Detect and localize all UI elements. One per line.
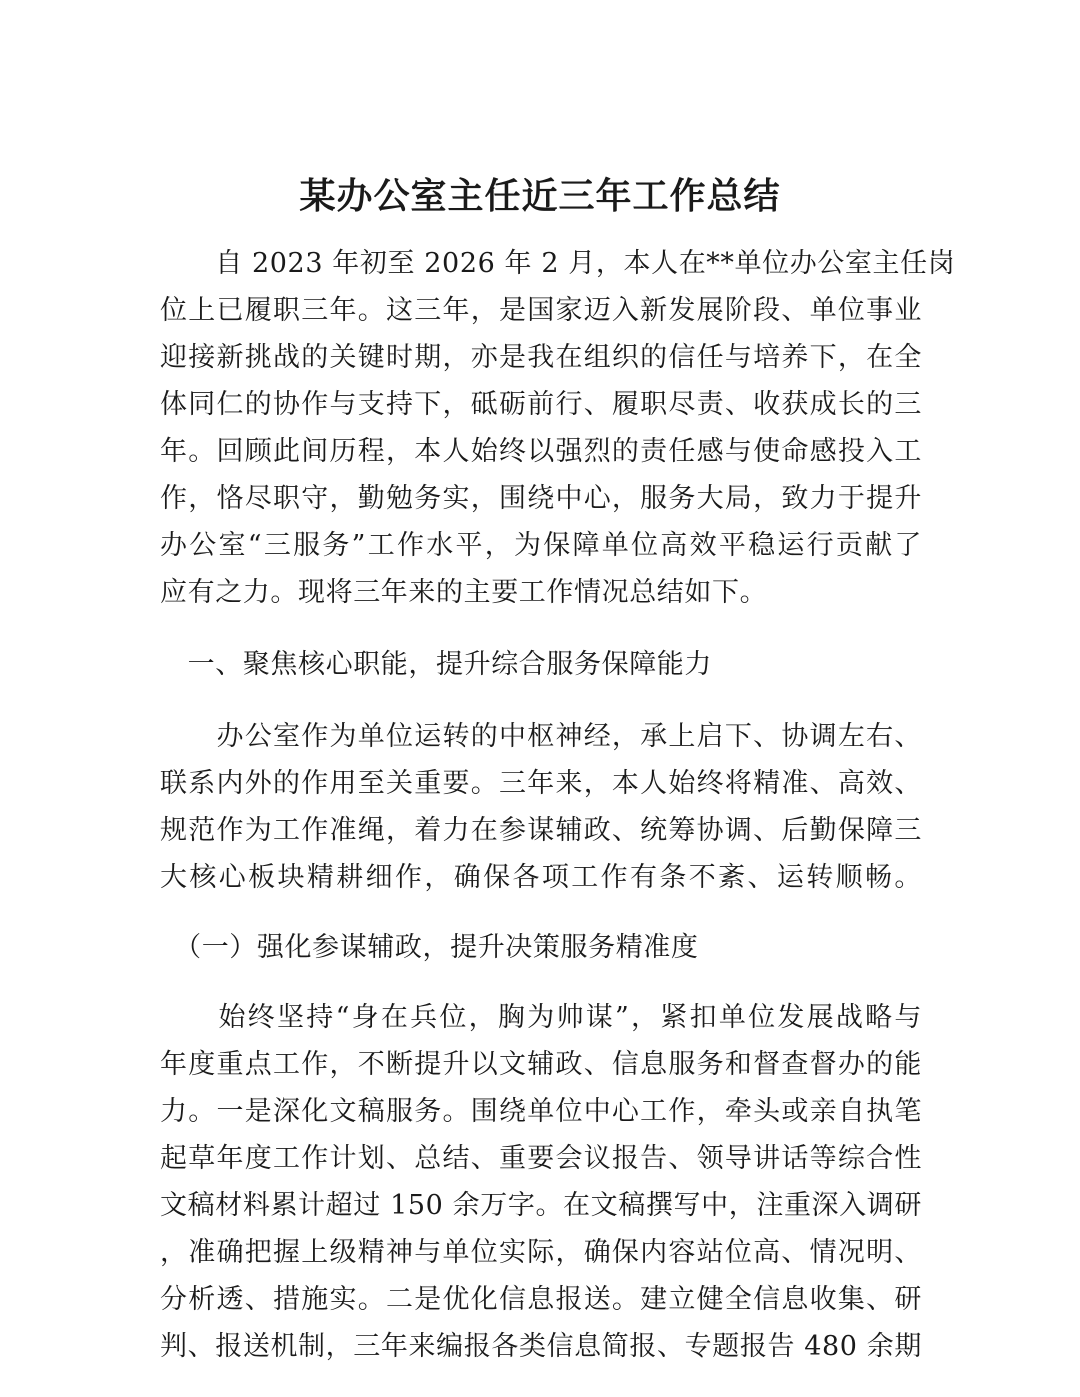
paragraph-subsection-1: [160, 994, 922, 1370]
text-line: 年度重点工作，不断提升以文辅政、信息服务和督查督办的能: [160, 1049, 922, 1080]
text-line: 办公室作为单位运转的中枢神经，承上启下、协调左右、: [160, 721, 922, 752]
text-line: 办公室“三服务”工作水平，为保障单位高效平稳运行贡献了: [160, 530, 922, 561]
paragraph-intro: [160, 240, 956, 616]
subsection-heading-1: （一）强化参谋辅政，提升决策服务精准度: [160, 932, 699, 963]
text-line: 判、报送机制，三年来编报各类信息简报、专题报告 480 余期: [160, 1331, 922, 1362]
text-line: 体同仁的协作与支持下，砥砺前行、履职尽责、收获成长的三: [160, 389, 922, 420]
text-line: 始终坚持“身在兵位，胸为帅谋”，紧扣单位发展战略与: [160, 1002, 922, 1033]
text-line: 作，恪尽职守，勤勉务实，围绕中心，服务大局，致力于提升: [160, 483, 922, 514]
document-title: 某办公室主任近三年工作总结: [299, 175, 781, 217]
text-line: 联系内外的作用至关重要。三年来，本人始终将精准、高效、: [160, 768, 922, 799]
text-line: 规范作为工作准绳，着力在参谋辅政、统筹协调、后勤保障三: [160, 815, 922, 846]
text-line: 分析透、措施实。二是优化信息报送。建立健全信息收集、研: [160, 1284, 922, 1315]
paragraph-section-1: [160, 713, 922, 901]
document-body: [160, 240, 956, 1370]
text-line: 应有之力。现将三年来的主要工作情况总结如下。: [160, 577, 768, 608]
text-line: 迎接新挑战的关键时期，亦是我在组织的信任与培养下，在全: [160, 342, 922, 373]
text-line: 自 2023 年初至 2026 年 2 月，本人在**单位办公室主任岗: [160, 248, 956, 279]
text-line: 力。一是深化文稿服务。围绕单位中心工作，牵头或亲自执笔: [160, 1096, 922, 1127]
text-line: ，准确把握上级精神与单位实际，确保内容站位高、情况明、: [160, 1237, 922, 1268]
section-heading-1: 一、聚焦核心职能，提升综合服务保障能力: [160, 649, 712, 680]
text-line: 年。回顾此间历程，本人始终以强烈的责任感与使命感投入工: [160, 436, 922, 467]
text-line: 文稿材料累计超过 150 余万字。在文稿撰写中，注重深入调研: [160, 1190, 922, 1221]
text-line: 起草年度工作计划、总结、重要会议报告、领导讲话等综合性: [160, 1143, 922, 1174]
text-line: 大核心板块精耕细作，确保各项工作有条不紊、运转顺畅。: [160, 862, 922, 893]
text-line: 位上已履职三年。这三年，是国家迈入新发展阶段、单位事业: [160, 295, 922, 326]
